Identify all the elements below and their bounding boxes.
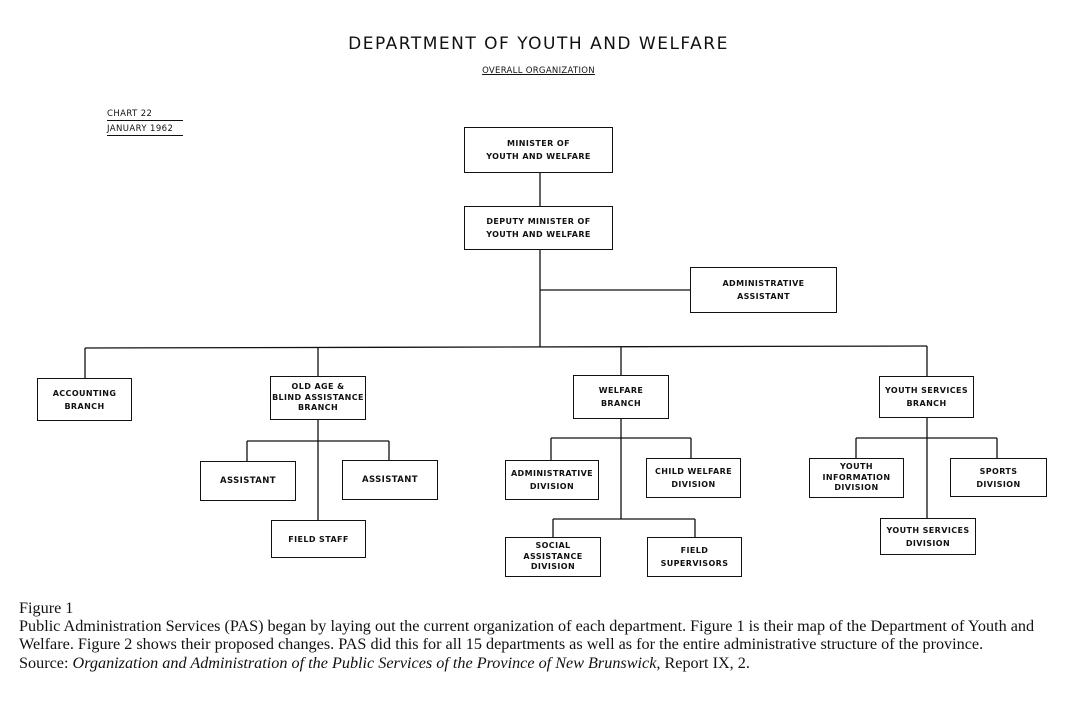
box-label-line: YOUTH AND WELFARE <box>486 230 591 239</box>
administrative-assistant-box <box>690 267 837 313</box>
assistant-right-box <box>342 460 438 500</box>
sports-division-box <box>950 458 1047 497</box>
box-label-line: FIELD STAFF <box>288 534 349 544</box>
youth-information-division-box <box>809 458 904 498</box>
box-label-line: INFORMATION <box>822 472 891 482</box>
box-label-line: BRANCH <box>297 403 339 413</box>
box-label-line: SPORTS <box>979 466 1018 476</box>
box-label-line: ASSISTANT <box>737 292 790 301</box>
box-label-line: YOUTH SERVICES <box>885 386 968 395</box>
field-staff-box <box>271 520 366 558</box>
old-age-blind-assistance-branch-box <box>270 376 366 420</box>
box-label-line: DIVISION <box>976 479 1021 489</box>
source-prefix: Source: <box>19 653 73 672</box>
assistant-left-box <box>200 461 296 501</box>
box-label-line: DIVISION <box>834 483 879 493</box>
caption-body: Public Administration Services (PAS) began by laying out the current organization of each department. Figure 1 is their map of the Department of Youth and Welfare. Figure 2 shows their proposed changes. PAS did this for all 15 departments as well as for the entire administrative structure of the province. <box>19 617 1035 654</box>
box-label-line: ASSISTANT <box>362 475 418 485</box>
source-title: Organization and Administration of the Public Services of the Province of New Brunswick, <box>72 653 661 672</box>
line-branch-bar <box>85 346 927 348</box>
accounting-branch-box <box>37 378 132 421</box>
deputy-minister-box <box>464 206 613 250</box>
chart-subtitle-text: OVERALL ORGANIZATION <box>482 66 595 76</box>
box-label-line: FIELD <box>680 546 709 555</box>
box-label-line: DIVISION <box>530 562 576 572</box>
box-label-line: BRANCH <box>600 399 642 408</box>
box-label-line: ACCOUNTING <box>52 388 117 398</box>
box-label-line: SUPERVISORS <box>660 559 729 568</box>
minister-box <box>464 127 613 173</box>
child-welfare-division-box <box>646 458 741 498</box>
box-label-line: MINISTER OF <box>507 139 570 148</box>
youth-services-branch-box <box>879 376 974 418</box>
source-suffix: Report IX, 2. <box>660 653 750 672</box>
chart-number: CHART 22 <box>107 109 183 121</box>
box-label-line: ASSISTANCE <box>523 551 583 561</box>
box-label-line: DIVISION <box>671 480 716 489</box>
box-label-line: DIVISION <box>905 538 951 548</box>
box-label-line: BLIND ASSISTANCE <box>272 392 364 402</box>
figure-label: Figure 1 <box>19 599 74 617</box>
administrative-division-box <box>505 460 599 500</box>
box-label-line: YOUTH <box>840 462 873 472</box>
box-label-line: CHILD WELFARE <box>654 467 733 476</box>
box-label-line: ADMINISTRATIVE <box>722 279 805 288</box>
figure-caption <box>19 599 1069 672</box>
box-label-line: OLD AGE & <box>291 382 345 392</box>
box-label-line: BRANCH <box>64 401 105 411</box>
box-label-line: DEPUTY MINISTER OF <box>486 217 591 226</box>
chart-date: JANUARY 1962 <box>107 124 183 136</box>
box-label-line: BRANCH <box>906 399 947 408</box>
youth-services-division-box <box>880 518 976 555</box>
chart-title: DEPARTMENT OF YOUTH AND WELFARE <box>348 34 729 54</box>
box-label-line: YOUTH SERVICES <box>886 525 970 535</box>
box-label-line: WELFARE <box>598 386 644 395</box>
welfare-branch-box <box>573 375 669 419</box>
box-label-line: ASSISTANT <box>220 476 276 486</box>
field-supervisors-box <box>647 537 742 577</box>
box-label-line: ADMINISTRATIVE <box>510 469 594 478</box>
caption-source <box>19 654 1069 672</box>
social-assistance-division-box <box>505 537 601 577</box>
box-label-line: SOCIAL <box>535 541 571 551</box>
box-label-line: YOUTH AND WELFARE <box>486 152 591 161</box>
box-label-line: DIVISION <box>529 482 575 491</box>
